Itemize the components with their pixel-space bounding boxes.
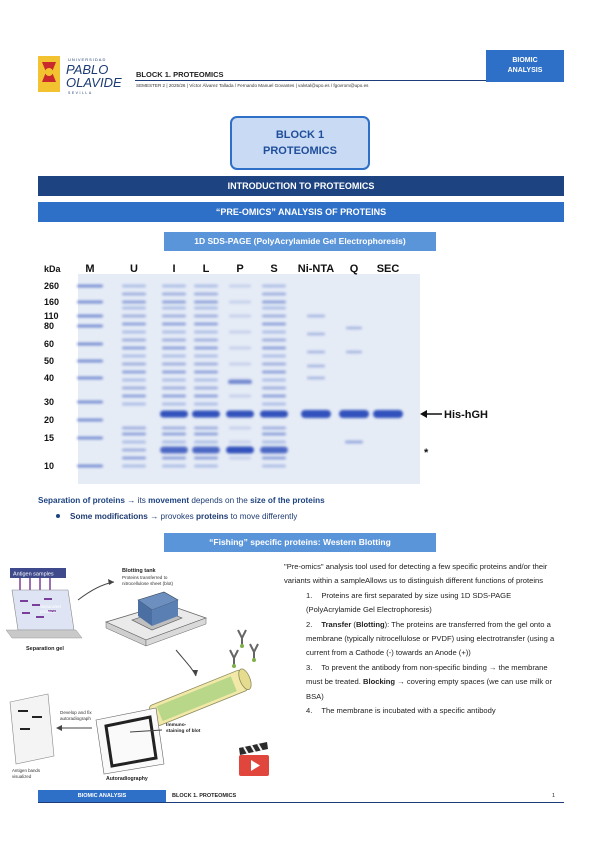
gel-band (226, 447, 254, 454)
gel-band (77, 437, 103, 440)
page-number: 1 (552, 793, 556, 799)
gel-marker-label: 20 (44, 415, 55, 425)
gel-band (194, 427, 218, 430)
subsection-title: “PRE-OMICS” ANALYSIS OF PROTEINS (38, 202, 564, 222)
gel-band (162, 457, 186, 460)
wb-step-2-mid: ( (351, 619, 356, 629)
gel-band (194, 293, 218, 296)
wb-step-3-num: 3. (306, 662, 313, 672)
gel-lane-label: U (130, 263, 138, 275)
gel-band (192, 411, 220, 418)
gel-band (162, 331, 186, 334)
gel-band (122, 371, 146, 374)
gel-band (260, 447, 288, 454)
immunostaining-tube (148, 667, 254, 727)
gel-band (262, 395, 286, 398)
gel-band (122, 427, 146, 430)
wb-step-3-c: → covering empty spaces (we can use milk or BSA) (306, 677, 553, 701)
gel-band (194, 323, 218, 326)
gel-band (122, 339, 146, 342)
gel-band (194, 363, 218, 366)
gel-band (262, 387, 286, 390)
wb-step-2-num: 2. (306, 619, 313, 629)
gel-band (122, 315, 146, 318)
gel-band (162, 355, 186, 358)
gel-band (122, 379, 146, 382)
gel-band (307, 377, 325, 380)
gel-band (162, 307, 186, 310)
video-clapper-icon[interactable] (236, 740, 272, 778)
gel-band (162, 347, 186, 350)
gel-band (122, 347, 146, 350)
gel-band (262, 331, 286, 334)
gel-lane-label: S (270, 263, 278, 275)
blotting-desc-2: nitrocellulose sheet (blot) (122, 581, 174, 586)
autoradiography-label: Autoradiography (106, 776, 148, 782)
wb-intro: "Pre-omics" analysis tool used for detecting a few specific proteins and/or their variants within a sampleAllows us to distinguish different functions of proteins (284, 562, 548, 586)
gel-band (262, 457, 286, 460)
gel-band (194, 457, 218, 460)
gel-band (122, 433, 146, 436)
gel-band (77, 377, 103, 380)
gel-band (262, 433, 286, 436)
western-blot-heading: “Fishing” specific proteins: Western Blotting (164, 533, 436, 552)
gel-band (77, 419, 103, 422)
gel-band (77, 360, 103, 363)
gel-band (77, 401, 103, 404)
gel-band (229, 395, 251, 398)
gel-band (262, 441, 286, 444)
gel-band (345, 441, 363, 444)
gel-band (262, 323, 286, 326)
gel-band (262, 355, 286, 358)
gel-marker-label: 15 (44, 433, 55, 443)
header-meta: SEMESTER 2 | 2025/26 | Víctor Álvarez Tallada / Fernando Manuel Govantes | valvtal@upo.es / fgovrom@upo.es (136, 83, 369, 88)
subject-badge-line2: ANALYSIS (507, 67, 543, 74)
sep-part-4: depends on the (189, 496, 251, 505)
gel-band (122, 301, 146, 304)
gel-marker-label: 30 (44, 397, 55, 407)
gel-marker-label: 160 (44, 297, 60, 307)
gel-band (262, 403, 286, 406)
gel-lane-label: L (202, 263, 210, 275)
gel-band (262, 427, 286, 430)
course-title: BLOCK 1. PROTEOMICS (136, 70, 224, 79)
wb-step-3-bold: Blocking (362, 677, 396, 687)
gel-band (307, 333, 325, 336)
gel-band (262, 293, 286, 296)
subject-badge-line1: BIOMIC (512, 57, 538, 64)
wb-step-2-bold2: Blotting (355, 619, 385, 629)
logo-text-top: UNIVERSIDAD (68, 57, 107, 62)
gel-band (194, 355, 218, 358)
separation-gel-label: Separation gel (26, 646, 64, 652)
gel-band (77, 343, 103, 346)
gel-band (229, 347, 251, 350)
logo-text-bottom: SEVILLA (68, 91, 93, 95)
gel-band (122, 307, 146, 310)
gel-band (122, 355, 146, 358)
gel-band (77, 315, 103, 318)
gel-band (122, 449, 146, 452)
sep-part-1: Separation of proteins (38, 496, 125, 505)
gel-band (229, 331, 251, 334)
gel-band (262, 285, 286, 288)
gel-marker-label: 110 (44, 311, 59, 321)
gel-band (122, 465, 146, 468)
gel-marker-label: 50 (44, 356, 55, 366)
western-blot-text (284, 560, 564, 718)
logo-text-olavide: OLAVIDE (66, 75, 122, 90)
gel-band (260, 411, 288, 418)
mod-part-4: to move differently (228, 512, 298, 521)
gel-band (229, 315, 251, 318)
gel-band (262, 315, 286, 318)
gel-band (162, 363, 186, 366)
gel-band (122, 285, 146, 288)
gel-band (122, 387, 146, 390)
gel-band (226, 411, 254, 418)
gel-band (229, 363, 251, 366)
gel-band (162, 371, 186, 374)
gel-band (194, 301, 218, 304)
gel-band (192, 447, 220, 454)
gel-band (262, 363, 286, 366)
gel-band (373, 410, 403, 418)
block-title-box (230, 116, 370, 170)
immuno-label-2: staining of blot (166, 729, 201, 734)
subject-badge (486, 50, 564, 82)
gel-band (262, 307, 286, 310)
gel-band (194, 285, 218, 288)
sep-part-5: size of the proteins (250, 496, 325, 505)
gel-lane-label: Q (349, 263, 359, 275)
wb-step-4-num: 4. (306, 706, 313, 716)
gel-band (122, 293, 146, 296)
mod-part-2: → provokes (147, 512, 197, 521)
gel-band (162, 323, 186, 326)
gel-band (122, 457, 146, 460)
wb-step-2-rest: ): The proteins are transferred from the gel onto a membrane (typically nitrocellulose or PVDF) using electrotransfer (using a current from a Cathode (-) towards an Anode (+)) (306, 619, 555, 658)
footer-block: BLOCK 1. PROTEOMICS (172, 793, 237, 799)
gel-lane-label: I (172, 263, 176, 275)
separation-sentence (38, 496, 325, 505)
gel-band (122, 323, 146, 326)
gel-band (77, 285, 103, 288)
university-logo (38, 52, 132, 96)
gel-band (307, 315, 325, 318)
wb-step-3 (284, 661, 564, 704)
separated-proteins-2: proteins (40, 609, 57, 614)
bullet-dot-icon (56, 514, 60, 518)
gel-band (162, 403, 186, 406)
gel-kda-label: kDa (44, 264, 61, 274)
develop-label-2: autoradiograph (60, 716, 91, 721)
gel-band (122, 395, 146, 398)
wb-step-2-bold: Transfer (321, 619, 352, 629)
gel-band (194, 441, 218, 444)
wb-step-1-num: 1. (306, 590, 313, 600)
gel-marker-label: 80 (44, 321, 55, 331)
gel-band (162, 301, 186, 304)
section-title: INTRODUCTION TO PROTEOMICS (38, 176, 564, 196)
modifications-bullet (56, 512, 297, 521)
develop-label-1: Develop and fix (60, 710, 92, 715)
gel-band (77, 325, 103, 328)
sep-part-2: → its (124, 496, 149, 505)
gel-band (162, 315, 186, 318)
sds-page-gel-figure (38, 256, 488, 484)
footer-subject: BIOMIC ANALYSIS (38, 790, 166, 802)
gel-band (194, 315, 218, 318)
gel-band (162, 433, 186, 436)
gel-band (162, 285, 186, 288)
gel-lane-label: SEC (376, 263, 400, 275)
antigen-bands-1: Antigen bands (12, 768, 41, 773)
gel-marker-label: 40 (44, 373, 55, 383)
gel-band (229, 441, 251, 444)
gel-band (160, 447, 188, 454)
gel-band (301, 410, 331, 418)
his-hgh-arrow-head (420, 410, 427, 418)
gel-band (229, 427, 251, 430)
gel-band (77, 301, 103, 304)
gel-band (262, 379, 286, 382)
gel-band (162, 387, 186, 390)
his-hgh-label: His-hGH (444, 409, 488, 421)
gel-band (194, 433, 218, 436)
wb-step-1 (284, 589, 564, 618)
gel-band (77, 465, 103, 468)
gel-band (194, 307, 218, 310)
gel-band (122, 403, 146, 406)
gel-asterisk: * (424, 447, 429, 459)
gel-band (307, 351, 325, 354)
block-title-line2: PROTEOMICS (263, 145, 337, 157)
gel-band (346, 351, 362, 354)
gel-band (162, 465, 186, 468)
gel-band (122, 331, 146, 334)
gel-lane-label: M (85, 263, 95, 275)
gel-heading: 1D SDS-PAGE (PolyAcrylamide Gel Electrophoresis) (164, 232, 436, 251)
gel-marker-label: 260 (44, 281, 60, 291)
mod-part-3: proteins (196, 512, 229, 521)
gel-band (194, 387, 218, 390)
separated-proteins-1: Separated (40, 604, 61, 609)
antigen-bands-2: visualized (12, 774, 32, 779)
gel-band (228, 380, 252, 384)
gel-band (194, 403, 218, 406)
gel-marker-label: 60 (44, 339, 55, 349)
gel-band (194, 331, 218, 334)
gel-band (162, 395, 186, 398)
gel-band (162, 293, 186, 296)
gel-band (262, 347, 286, 350)
blotting-tank-label: Blotting tank (122, 568, 156, 574)
wb-step-1-text: Proteins are first separated by size using 1D SDS-PAGE (PolyAcrylamide Gel Electrophoresis) (306, 590, 512, 615)
gel-band (162, 441, 186, 444)
gel-band (262, 301, 286, 304)
sep-part-3: movement (148, 496, 190, 505)
gel-band (194, 379, 218, 382)
gel-band (229, 457, 251, 460)
gel-band (339, 410, 369, 418)
gel-band (194, 395, 218, 398)
blotting-desc-1: Proteins transferred to (122, 575, 168, 580)
gel-band (122, 441, 146, 444)
gel-lane-label: Ni-NTA (297, 263, 335, 275)
gel-band (262, 339, 286, 342)
gel-band (122, 363, 146, 366)
logo-text-pablo: PABLO (66, 62, 109, 77)
block-title-line1: BLOCK 1 (275, 129, 325, 141)
film-sheet (10, 694, 54, 764)
gel-band (262, 371, 286, 374)
wb-step-3-a: To prevent the antibody from non-specific binding → the membrane must be treated. (306, 662, 548, 687)
gel-band (229, 301, 251, 304)
gel-band (307, 365, 325, 368)
gel-band (346, 327, 362, 330)
gel-lane-label: P (236, 263, 244, 275)
wb-step-4 (284, 704, 564, 718)
gel-band (160, 411, 188, 418)
gel-band (162, 379, 186, 382)
gel-band (194, 371, 218, 374)
wb-step-2 (284, 618, 564, 661)
gel-marker-label: 10 (44, 461, 55, 471)
gel-band (162, 339, 186, 342)
mod-part-1: Some modifications (70, 512, 148, 521)
gel-band (262, 465, 286, 468)
wb-step-4-text: The membrane is incubated with a specific antibody (321, 706, 496, 716)
gel-band (229, 285, 251, 288)
immuno-label-1: Immuno- (166, 723, 187, 728)
gel-band (194, 347, 218, 350)
gel-band (194, 339, 218, 342)
gel-band (162, 427, 186, 430)
gel-band (194, 465, 218, 468)
footer-rule (38, 802, 564, 803)
antigen-samples-label: Antigen samples (13, 571, 54, 578)
